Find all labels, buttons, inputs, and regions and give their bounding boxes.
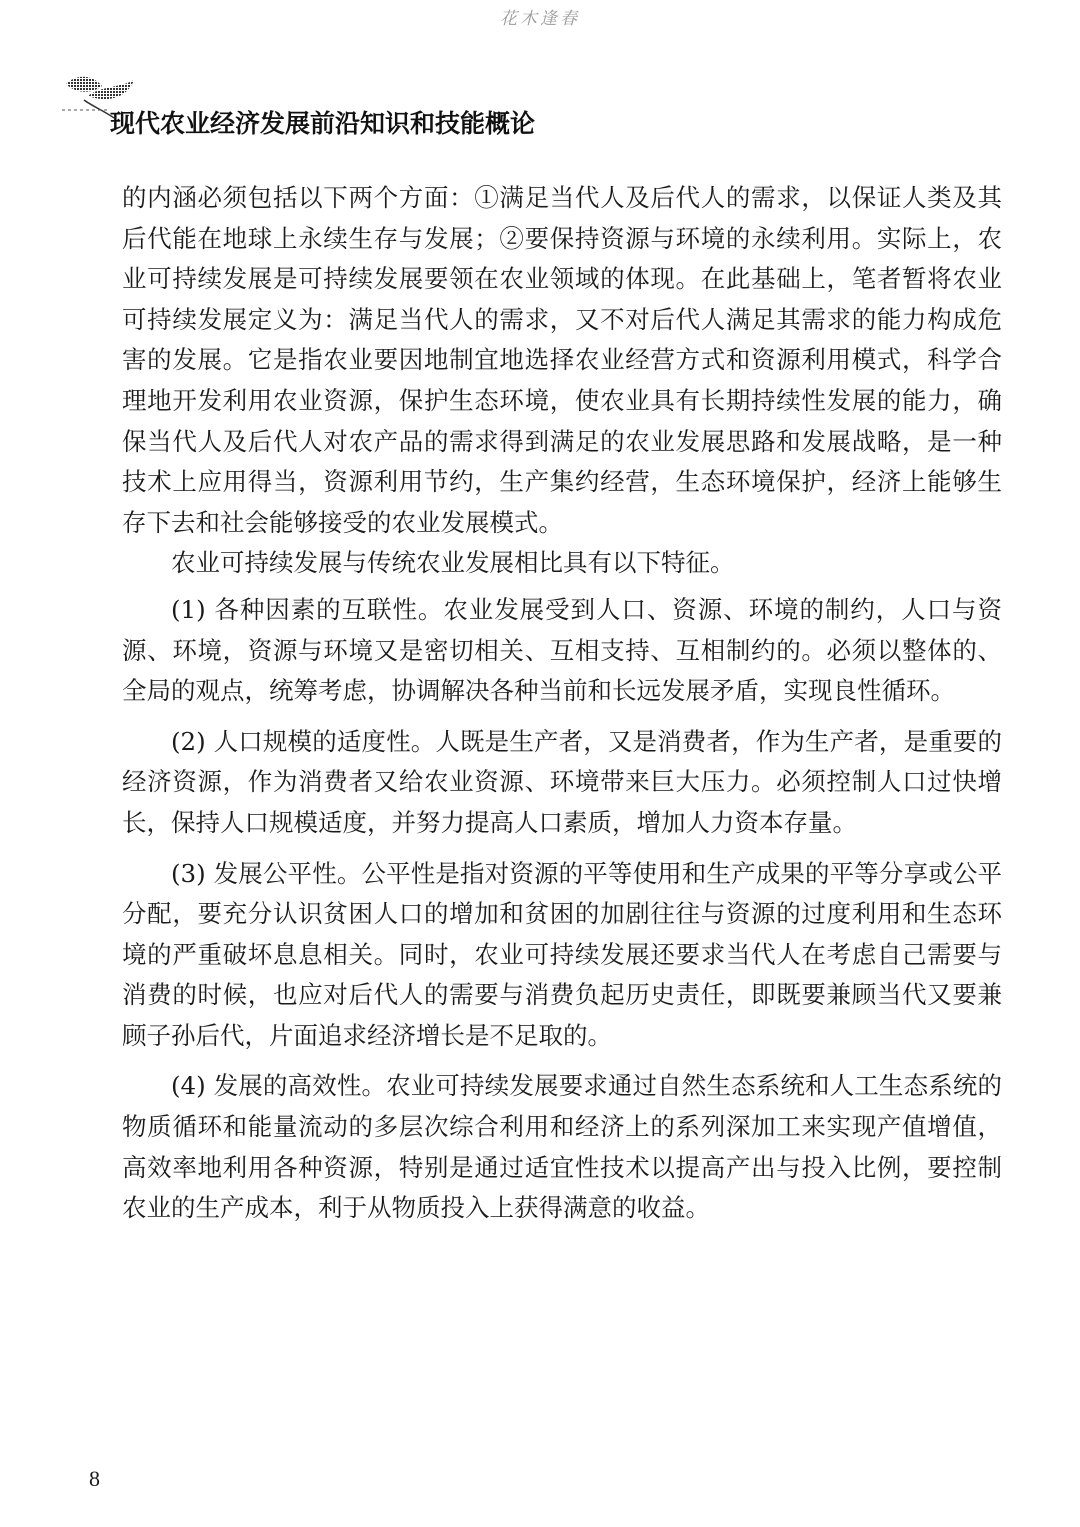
paragraph-continued: 的内涵必须包括以下两个方面：①满足当代人及后代人的需求，以保证人类及其后代能在地球上永续生存与发展；②要保持资源与环境的永续利用。实际上，农业可持续发展是可持续发展要领在农业领域的体现。在此基础上，笔者暂将农业可持续发展定义为：满足当代人的需求，又不对后代人满足其需求的能力构成危害的发展。它是指农业要因地制宜地选择农业经营方式和资源利用模式，科学合理地开发利用农业资源，保护生态环境，使农业具有长期持续性发展的能力，确保当代人及后代人对农产品的需求得到满足的农业发展思路和发展战略，是一种技术上应用得当，资源利用节约，生产集约经营，生态环境保护，经济上能够生存下去和社会能够接受的农业发展模式。 [122, 183, 1002, 537]
page-header [62, 70, 662, 140]
feature-item-3: (3) 发展公平性。公平性是指对资源的平等使用和生产成果的平等分享或公平分配，要充分认识贫困人口的增加和贫困的加剧往往与资源的过度利用和生态环境的严重破坏息息相关。同时，农业可持续发展还要求当代人在考虑自己需要与消费的时候，也应对后代人的需要与消费负起历史责任，即既要兼顾当代又要兼顾子孙后代，片面追求经济增长是不足取的。 [122, 858, 1002, 1050]
page-number: 8 [89, 1466, 100, 1491]
feature-item-2: (2) 人口规模的适度性。人既是生产者，又是消费者，作为生产者，是重要的经济资源，作为消费者又给农业资源、环境带来巨大压力。必须控制人口过快增长，保持人口规模适度，并努力提高人口素质，增加人力资本存量。 [122, 726, 1002, 837]
book-title: 现代农业经济发展前沿知识和技能概论 [110, 109, 536, 138]
paragraph-intro: 农业可持续发展与传统农业发展相比具有以下特征。 [171, 548, 735, 578]
watermark-text: 花木逢春 [500, 9, 580, 29]
feature-item-1: (1) 各种因素的互联性。农业发展受到人口、资源、环境的制约，人口与资源、环境，资源与环境又是密切相关、互相支持、互相制约的。必须以整体的、全局的观点，统筹考虑，协调解决各种当前和长远发展矛盾，实现良性循环。 [122, 594, 1002, 706]
feature-item-4: (4) 发展的高效性。农业可持续发展要求通过自然生态系统和人工生态系统的物质循环和能量流动的多层次综合利用和经济上的系列深加工来实现产值增值，高效率地利用各种资源，特别是通过适宜性技术以提高产出与投入比例，要控制农业的生产成本，利于从物质投入上获得满意的收益。 [122, 1071, 1002, 1223]
page-body [122, 178, 1002, 1229]
